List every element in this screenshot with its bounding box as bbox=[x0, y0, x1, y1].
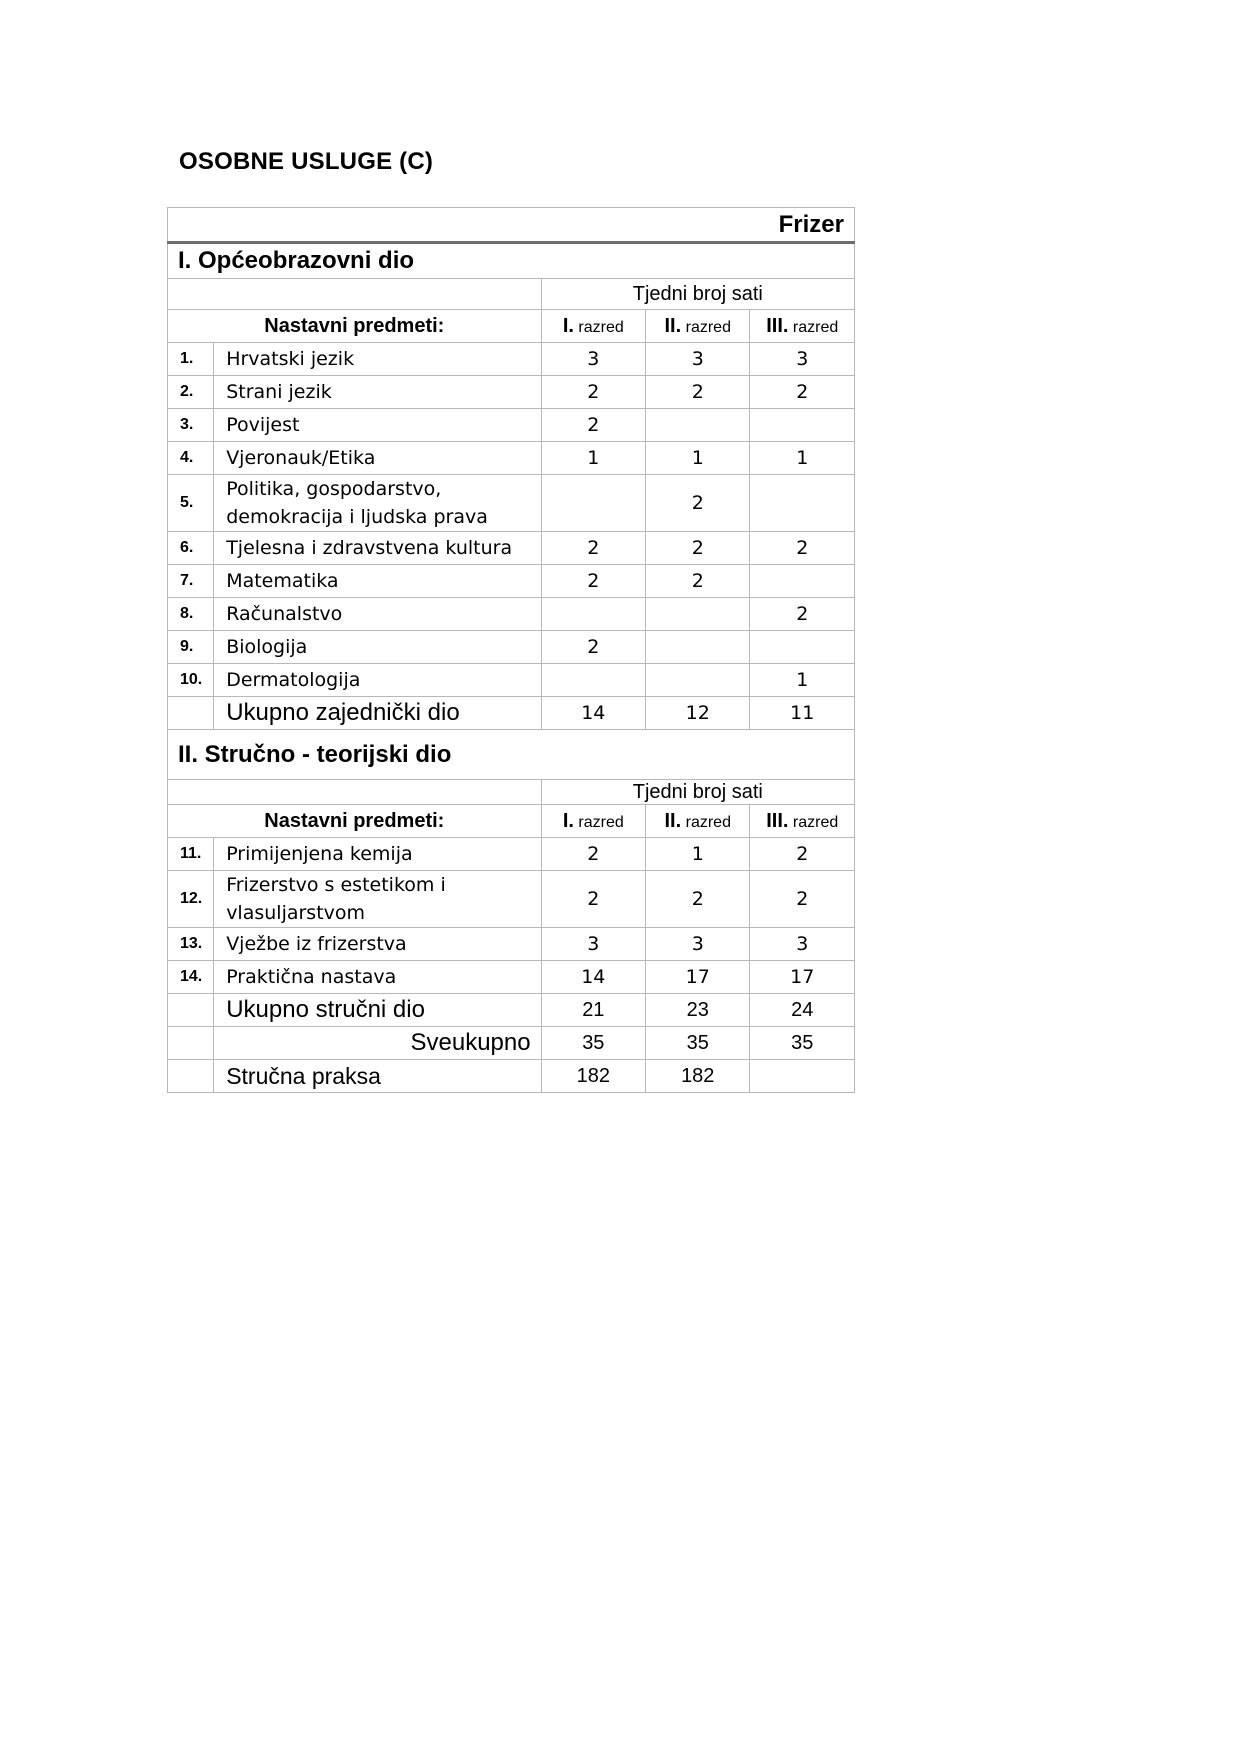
total-grade-2: 23 bbox=[646, 994, 750, 1027]
row-number: 14. bbox=[168, 961, 214, 994]
hours-grade-3: 17 bbox=[750, 961, 855, 994]
curriculum-table bbox=[167, 207, 855, 1093]
row-number: 1. bbox=[168, 343, 214, 376]
practice-grade-2: 182 bbox=[646, 1060, 750, 1093]
hours-grade-3 bbox=[750, 475, 855, 532]
row-number: 6. bbox=[168, 532, 214, 565]
row-number: 13. bbox=[168, 928, 214, 961]
table-row bbox=[168, 961, 855, 994]
hours-grade-3: 1 bbox=[750, 442, 855, 475]
row-number: 12. bbox=[168, 871, 214, 928]
subjects-header: Nastavni predmeti: bbox=[168, 805, 542, 838]
row-number: 5. bbox=[168, 475, 214, 532]
hours-grade-1: 2 bbox=[541, 376, 645, 409]
practice-row bbox=[168, 1060, 855, 1093]
profile-name: Frizer bbox=[168, 208, 855, 243]
row-number: 2. bbox=[168, 376, 214, 409]
hours-grade-2: 3 bbox=[646, 343, 750, 376]
section-header-row bbox=[168, 243, 855, 279]
row-number: 7. bbox=[168, 565, 214, 598]
hours-grade-2: 17 bbox=[646, 961, 750, 994]
practice-grade-1: 182 bbox=[541, 1060, 645, 1093]
practice-grade-3 bbox=[750, 1060, 855, 1093]
table-row bbox=[168, 376, 855, 409]
section-heading: II. Stručno - teorijski dio bbox=[168, 730, 855, 780]
column-header-row bbox=[168, 310, 855, 343]
total-label: Ukupno zajednički dio bbox=[214, 697, 541, 730]
grade-header: II. razred bbox=[646, 805, 750, 838]
hours-grade-1 bbox=[541, 664, 645, 697]
row-number: 9. bbox=[168, 631, 214, 664]
hours-grade-1: 2 bbox=[541, 871, 645, 928]
hours-grade-3: 2 bbox=[750, 871, 855, 928]
hours-grade-3: 2 bbox=[750, 376, 855, 409]
hours-grade-2: 2 bbox=[646, 475, 750, 532]
row-number: 10. bbox=[168, 664, 214, 697]
document-title: OSOBNE USLUGE (C) bbox=[179, 148, 434, 175]
row-number: 11. bbox=[168, 838, 214, 871]
table-row bbox=[168, 664, 855, 697]
hours-grade-1: 3 bbox=[541, 928, 645, 961]
table-row bbox=[168, 928, 855, 961]
subject-name: Hrvatski jezik bbox=[214, 343, 541, 376]
total-grade-3: 11 bbox=[750, 697, 855, 730]
table-row bbox=[168, 532, 855, 565]
subject-name: Strani jezik bbox=[214, 376, 541, 409]
weekly-hours-row bbox=[168, 780, 855, 805]
hours-grade-1: 2 bbox=[541, 631, 645, 664]
hours-grade-1: 14 bbox=[541, 961, 645, 994]
hours-grade-3: 1 bbox=[750, 664, 855, 697]
grand-total-grade-2: 35 bbox=[646, 1027, 750, 1060]
subject-name: Računalstvo bbox=[214, 598, 541, 631]
hours-grade-3: 3 bbox=[750, 928, 855, 961]
total-grade-1: 14 bbox=[541, 697, 645, 730]
hours-grade-1 bbox=[541, 475, 645, 532]
table-row bbox=[168, 598, 855, 631]
subject-name: Dermatologija bbox=[214, 664, 541, 697]
grand-total-row bbox=[168, 1027, 855, 1060]
hours-grade-3: 2 bbox=[750, 598, 855, 631]
subject-name: Politika, gospodarstvo, demokracija i ljudska prava bbox=[214, 475, 541, 532]
hours-grade-1: 2 bbox=[541, 409, 645, 442]
subject-name: Povijest bbox=[214, 409, 541, 442]
subject-name: Matematika bbox=[214, 565, 541, 598]
hours-grade-2: 2 bbox=[646, 532, 750, 565]
table-row bbox=[168, 565, 855, 598]
subject-name: Praktična nastava bbox=[214, 961, 541, 994]
hours-grade-2 bbox=[646, 598, 750, 631]
grand-total-grade-3: 35 bbox=[750, 1027, 855, 1060]
hours-grade-2: 3 bbox=[646, 928, 750, 961]
hours-grade-1: 2 bbox=[541, 838, 645, 871]
table-row bbox=[168, 409, 855, 442]
total-row bbox=[168, 697, 855, 730]
table-row bbox=[168, 475, 855, 532]
hours-grade-2 bbox=[646, 409, 750, 442]
hours-grade-3: 3 bbox=[750, 343, 855, 376]
total-grade-1: 21 bbox=[541, 994, 645, 1027]
subjects-header: Nastavni predmeti: bbox=[168, 310, 542, 343]
subject-name: Primijenjena kemija bbox=[214, 838, 541, 871]
hours-grade-2 bbox=[646, 631, 750, 664]
hours-grade-2: 2 bbox=[646, 376, 750, 409]
total-row bbox=[168, 994, 855, 1027]
hours-grade-2: 2 bbox=[646, 565, 750, 598]
table-row bbox=[168, 871, 855, 928]
hours-grade-2: 1 bbox=[646, 838, 750, 871]
column-header-row bbox=[168, 805, 855, 838]
grade-header: II. razred bbox=[646, 310, 750, 343]
hours-grade-3 bbox=[750, 631, 855, 664]
weekly-hours-label: Tjedni broj sati bbox=[541, 780, 854, 805]
total-grade-2: 12 bbox=[646, 697, 750, 730]
weekly-hours-row bbox=[168, 279, 855, 310]
subject-name: Frizerstvo s estetikom i vlasuljarstvom bbox=[214, 871, 541, 928]
hours-grade-2: 2 bbox=[646, 871, 750, 928]
hours-grade-1: 1 bbox=[541, 442, 645, 475]
hours-grade-3 bbox=[750, 409, 855, 442]
table-row bbox=[168, 442, 855, 475]
grade-header: III. razred bbox=[750, 310, 855, 343]
total-grade-3: 24 bbox=[750, 994, 855, 1027]
weekly-hours-label: Tjedni broj sati bbox=[541, 279, 854, 310]
row-number: 3. bbox=[168, 409, 214, 442]
grand-total-label: Sveukupno bbox=[214, 1027, 541, 1060]
grade-header: I. razred bbox=[541, 805, 645, 838]
profile-row bbox=[168, 208, 855, 243]
hours-grade-1: 2 bbox=[541, 565, 645, 598]
section-header-row bbox=[168, 730, 855, 780]
hours-grade-2: 1 bbox=[646, 442, 750, 475]
hours-grade-1: 2 bbox=[541, 532, 645, 565]
hours-grade-2 bbox=[646, 664, 750, 697]
table-row bbox=[168, 343, 855, 376]
total-label: Ukupno stručni dio bbox=[214, 994, 541, 1027]
row-number: 4. bbox=[168, 442, 214, 475]
subject-name: Vjeronauk/Etika bbox=[214, 442, 541, 475]
subject-name: Biologija bbox=[214, 631, 541, 664]
hours-grade-1: 3 bbox=[541, 343, 645, 376]
table-row bbox=[168, 631, 855, 664]
section-heading: I. Općeobrazovni dio bbox=[168, 243, 855, 279]
table-row bbox=[168, 838, 855, 871]
hours-grade-3 bbox=[750, 565, 855, 598]
subject-name: Vježbe iz frizerstva bbox=[214, 928, 541, 961]
hours-grade-3: 2 bbox=[750, 532, 855, 565]
hours-grade-1 bbox=[541, 598, 645, 631]
row-number: 8. bbox=[168, 598, 214, 631]
subject-name: Tjelesna i zdravstvena kultura bbox=[214, 532, 541, 565]
grade-header: III. razred bbox=[750, 805, 855, 838]
practice-label: Stručna praksa bbox=[214, 1060, 541, 1093]
hours-grade-3: 2 bbox=[750, 838, 855, 871]
grand-total-grade-1: 35 bbox=[541, 1027, 645, 1060]
grade-header: I. razred bbox=[541, 310, 645, 343]
